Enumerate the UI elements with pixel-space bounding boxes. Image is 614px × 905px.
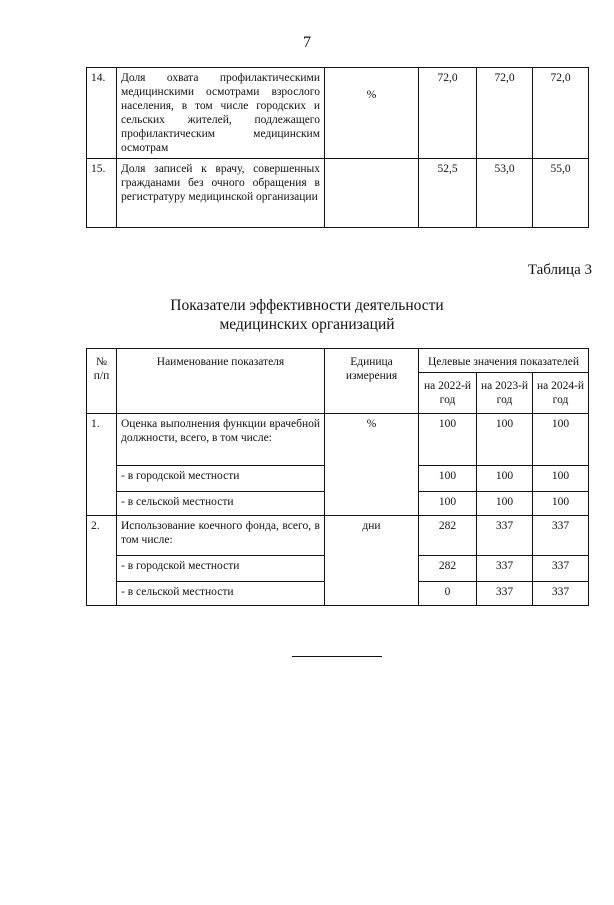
indicator-name: - в городской местности bbox=[117, 466, 325, 492]
value-2022: 282 bbox=[419, 556, 477, 582]
value-2023: 72,0 bbox=[477, 68, 533, 159]
value-2024: 100 bbox=[533, 414, 589, 466]
value-2024: 100 bbox=[533, 492, 589, 516]
value-2022: 72,0 bbox=[419, 68, 477, 159]
row-number: 14. bbox=[87, 68, 117, 159]
value-2023: 100 bbox=[477, 492, 533, 516]
value-2022: 52,5 bbox=[419, 159, 477, 228]
indicator-name: Доля записей к врачу, совершенных гражданами без очного обращения в регистратуру медицинской организации bbox=[117, 159, 325, 228]
header-year-2024: на 2024-й год bbox=[533, 373, 589, 414]
table-title-line-1: Показатели эффективности деятельности bbox=[170, 297, 444, 314]
value-2024: 55,0 bbox=[533, 159, 589, 228]
indicators-table-continued bbox=[86, 67, 589, 228]
indicator-name: - в сельской местности bbox=[117, 492, 325, 516]
indicator-name: - в городской местности bbox=[117, 556, 325, 582]
header-name: Наименование показателя bbox=[117, 349, 325, 414]
indicator-name: Доля охвата профилактическими медицинскими осмотрами взрослого населения, в том числе городских и сельских жителей, подлежащего профилактическим медицинским осмотрам bbox=[117, 68, 325, 159]
value-2022: 100 bbox=[419, 466, 477, 492]
row-number: 15. bbox=[87, 159, 117, 228]
value-2023: 337 bbox=[477, 516, 533, 556]
table-row bbox=[87, 414, 589, 466]
value-2023: 53,0 bbox=[477, 159, 533, 228]
header-number: № п/п bbox=[87, 349, 117, 414]
table-row bbox=[87, 516, 589, 556]
value-2022: 0 bbox=[419, 582, 477, 606]
header-unit: Единица измерения bbox=[325, 349, 419, 414]
value-2023: 337 bbox=[477, 556, 533, 582]
unit-cell: % bbox=[325, 414, 419, 516]
indicator-name: Использование коечного фонда, всего, в том числе: bbox=[117, 516, 325, 556]
value-2023: 100 bbox=[477, 466, 533, 492]
unit-cell: % bbox=[325, 68, 419, 159]
table-title-line-2: медицинских организаций bbox=[219, 316, 395, 333]
table-row bbox=[87, 159, 589, 228]
row-number: 2. bbox=[87, 516, 117, 606]
value-2024: 100 bbox=[533, 466, 589, 492]
page-number: 7 bbox=[303, 34, 311, 51]
indicator-name: Оценка выполнения функции врачебной должности, всего, в том числе: bbox=[117, 414, 325, 466]
row-number: 1. bbox=[87, 414, 117, 516]
table-label: Таблица 3 bbox=[527, 262, 592, 278]
header-target-values: Целевые значения показателей bbox=[419, 349, 589, 373]
unit-cell bbox=[325, 159, 419, 228]
table-title bbox=[0, 296, 614, 334]
value-2024: 72,0 bbox=[533, 68, 589, 159]
indicator-name: - в сельской местности bbox=[117, 582, 325, 606]
unit-cell: дни bbox=[325, 516, 419, 606]
value-2022: 100 bbox=[419, 414, 477, 466]
value-2023: 337 bbox=[477, 582, 533, 606]
header-year-2023: на 2023-й год bbox=[477, 373, 533, 414]
table-row bbox=[87, 68, 589, 159]
value-2023: 100 bbox=[477, 414, 533, 466]
efficiency-table bbox=[86, 348, 589, 606]
value-2022: 282 bbox=[419, 516, 477, 556]
value-2022: 100 bbox=[419, 492, 477, 516]
closing-divider-line bbox=[292, 656, 382, 657]
header-year-2022: на 2022-й год bbox=[419, 373, 477, 414]
value-2024: 337 bbox=[533, 582, 589, 606]
value-2024: 337 bbox=[533, 516, 589, 556]
value-2024: 337 bbox=[533, 556, 589, 582]
header-row bbox=[87, 349, 589, 373]
